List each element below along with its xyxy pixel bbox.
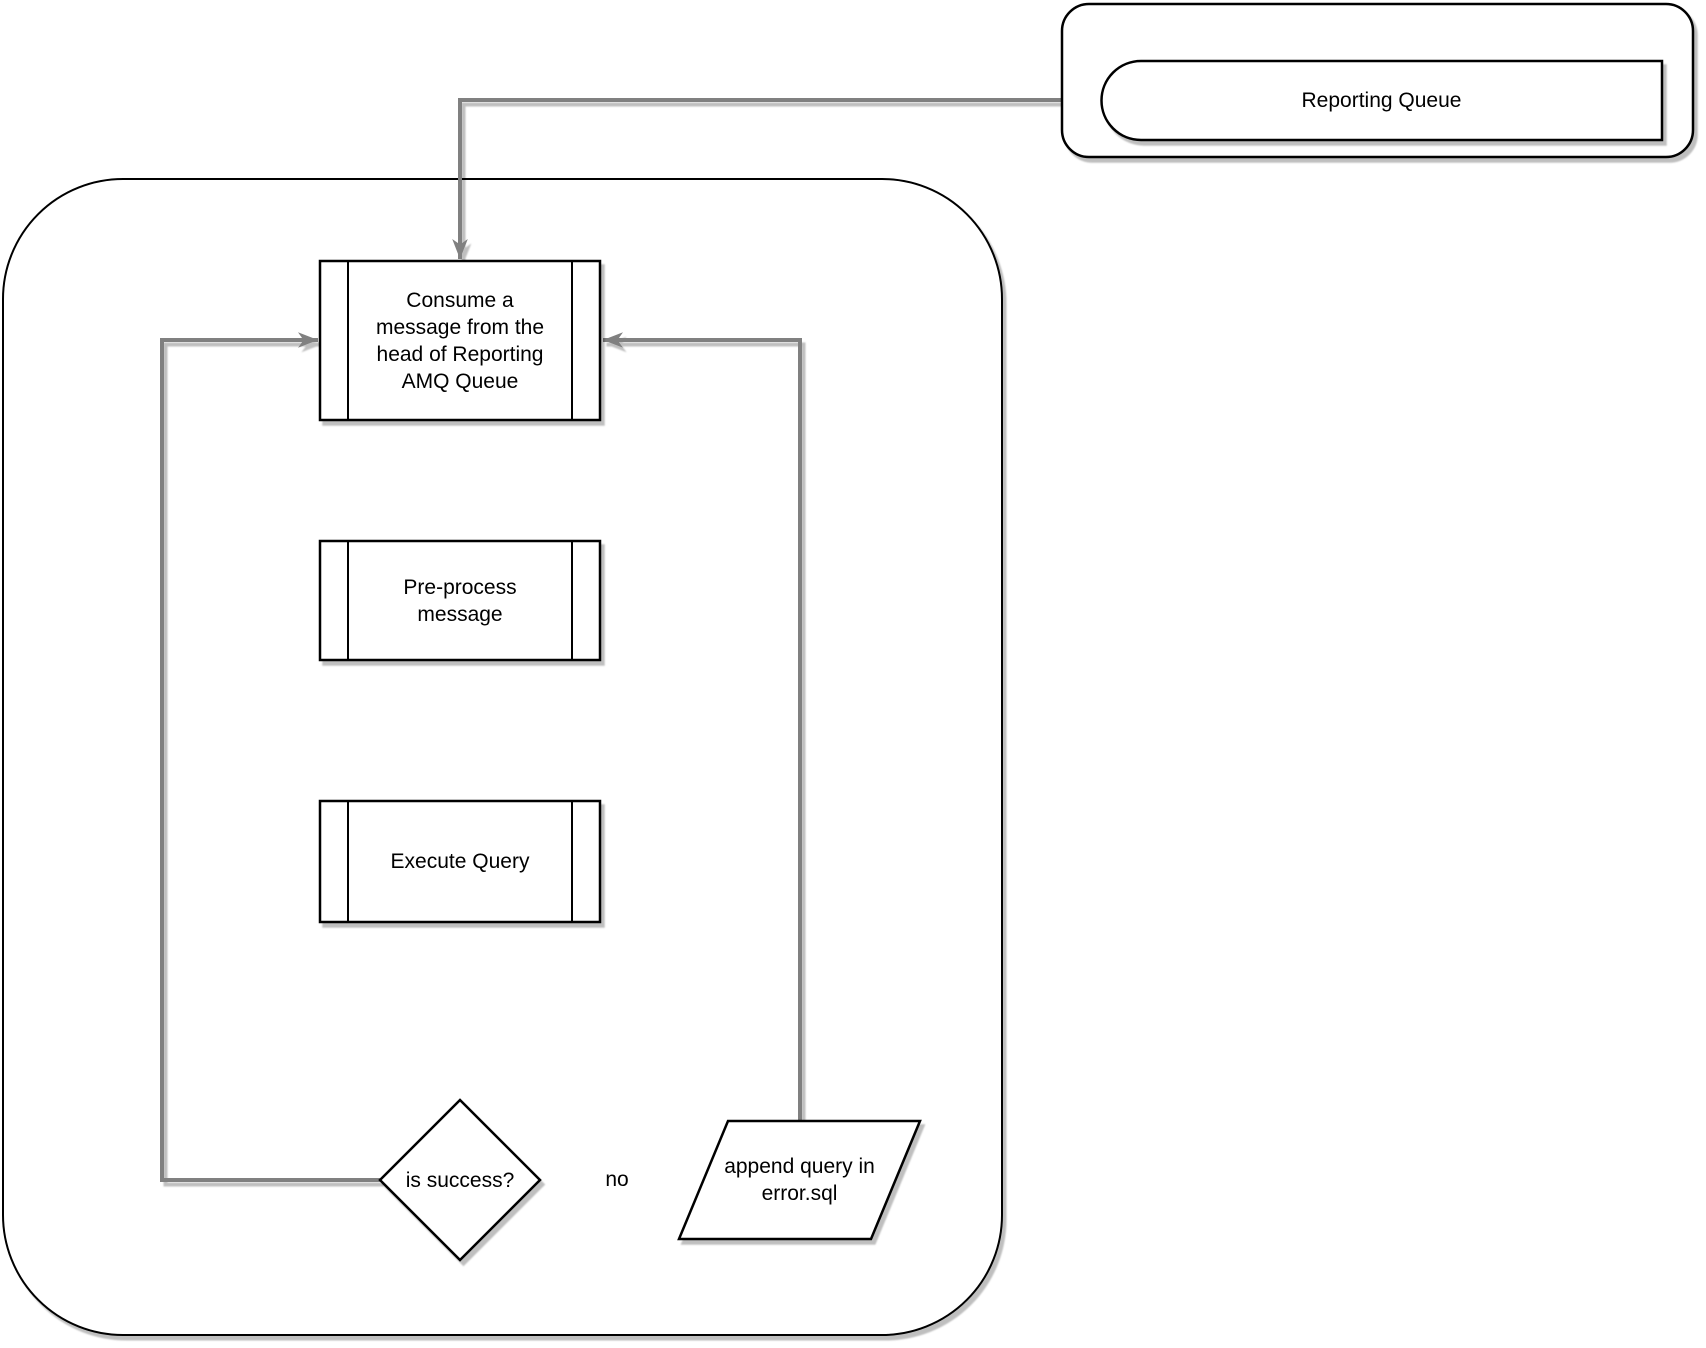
reporting-queue-shape[interactable] (1102, 61, 1663, 140)
execute-node[interactable] (320, 801, 600, 922)
error-file-label: append query in error.sql (724, 1155, 875, 1205)
consume-label: Consume a message from the head of Reporting AMQ Queue (375, 288, 545, 393)
edge-no-label: no (598, 1166, 636, 1194)
preprocess-node[interactable] (320, 541, 600, 660)
preprocess-label: Pre-process message (403, 575, 517, 626)
reporting-queue-label: Reporting Queue (1301, 89, 1462, 112)
decision-label: is success? (405, 1168, 515, 1192)
consume-node[interactable] (320, 261, 600, 420)
execute-label: Execute Query (390, 850, 530, 873)
